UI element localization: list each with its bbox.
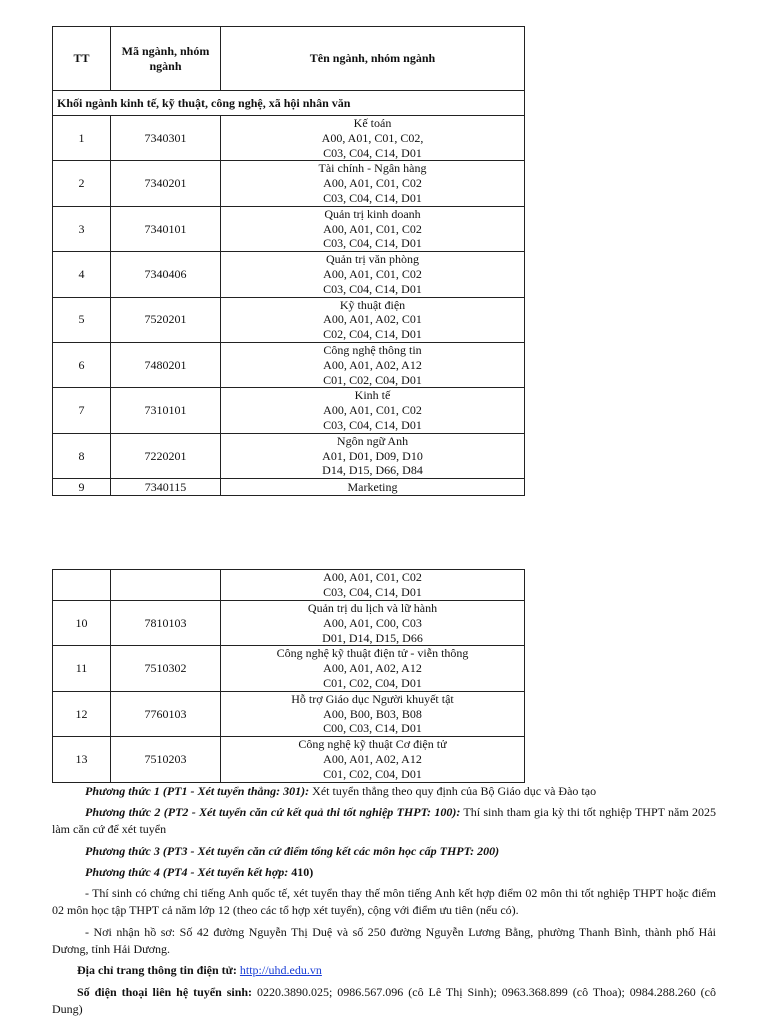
row9-combos-cell	[221, 570, 525, 601]
major-code: 7340201	[111, 161, 221, 206]
combo-line: A00, A01, C01, C02	[323, 266, 422, 281]
major-name-cell	[221, 161, 525, 206]
table-row	[53, 252, 525, 297]
website-label: Địa chỉ trang thông tin điện tử:	[77, 963, 237, 977]
method-1-label: Phương thức 1 (PT1 - Xét tuyển thẳng: 301):	[85, 784, 310, 798]
major-code: 7510302	[111, 646, 221, 691]
major-code: 7520201	[111, 297, 221, 342]
majors-table-part2	[52, 569, 525, 783]
method-4-description: - Thí sinh có chứng chỉ tiếng Anh quốc tế, xét tuyển thay thế môn tiếng Anh kết hợp điểm 02 môn thi tốt nghiệp THPT hoặc điểm 02 môn học tập THPT cả năm lớp 12 (theo các tổ hợp xét tuyển), cộng với điểm ưu tiên (nếu có).	[52, 886, 716, 917]
row-number: 12	[53, 691, 111, 736]
combo-line: A00, A01, A02, A12	[323, 357, 422, 372]
combo-line: A00, A01, C01, C02	[323, 403, 422, 418]
combo-line: A00, A01, C01, C02	[323, 176, 422, 191]
major-name: Marketing	[221, 479, 525, 496]
major-name-cell	[221, 206, 525, 251]
table-row	[53, 297, 525, 342]
row-number: 1	[53, 116, 111, 161]
major-name: Quản trị du lịch và lữ hành	[307, 601, 438, 615]
major-name: Công nghệ thông tin	[323, 342, 422, 357]
table-row	[53, 116, 525, 161]
table-row	[53, 601, 525, 646]
major-code: 7220201	[111, 433, 221, 478]
major-name: Công nghệ kỹ thuật Cơ điện tử	[298, 737, 447, 752]
combo-line: C01, C02, C04, D01	[323, 766, 422, 781]
major-name-cell	[221, 433, 525, 478]
combo-line: C03, C04, C14, D01	[323, 281, 422, 296]
major-name: Hỗ trợ Giáo dục Người khuyết tật	[291, 691, 454, 706]
table-row	[53, 206, 525, 251]
combo-line: A00, A01, C01, C02	[323, 221, 422, 236]
row-number: 8	[53, 433, 111, 478]
table-row	[53, 342, 525, 387]
method-2-label: Phương thức 2 (PT2 - Xét tuyển căn cứ kết quả thi tốt nghiệp THPT: 100):	[85, 805, 461, 819]
row-number: 6	[53, 342, 111, 387]
combo-line: C01, C02, C04, D01	[323, 372, 422, 387]
major-name: Kinh tế	[354, 388, 391, 403]
major-code: 7340101	[111, 206, 221, 251]
major-name: Tài chính - Ngân hàng	[318, 161, 427, 176]
row-number: 5	[53, 297, 111, 342]
method-3	[52, 843, 716, 860]
method-1	[52, 783, 716, 800]
combo-line: C03, C04, C14, D01	[323, 236, 422, 251]
phone-line	[52, 984, 716, 1018]
major-name: Kỹ thuật điện	[339, 297, 406, 312]
method-2-text: Thí sinh tham gia kỳ thi tốt nghiệp THPT năm 2025 làm căn cứ để xét tuyển	[52, 805, 716, 836]
combo-line: C01, C02, C04, D01	[323, 675, 422, 690]
major-code: 7480201	[111, 342, 221, 387]
table-row	[53, 737, 525, 782]
combo-line: C00, C03, C14, D01	[323, 721, 422, 736]
combo-line: A00, A01, C00, C03	[323, 615, 422, 630]
row-number: 11	[53, 646, 111, 691]
method-4	[52, 864, 716, 881]
table-header-row	[53, 27, 525, 91]
header-name: Tên ngành, nhóm ngành	[221, 27, 525, 91]
major-code: 7760103	[111, 691, 221, 736]
table-row	[53, 388, 525, 433]
row-number: 2	[53, 161, 111, 206]
row-number: 9	[53, 479, 111, 496]
header-code: Mã ngành, nhóm ngành	[111, 27, 221, 91]
row-number: 3	[53, 206, 111, 251]
combo-line: A00, A01, A02, A12	[323, 661, 422, 676]
majors-table-part1	[52, 26, 525, 496]
major-code: 7310101	[111, 388, 221, 433]
table-row	[53, 691, 525, 736]
phone-label: Số điện thoại liên hệ tuyển sinh:	[77, 985, 253, 999]
combo-line: A01, D01, D09, D10	[322, 448, 423, 463]
method-1-text: Xét tuyển thẳng theo quy định của Bộ Giáo dục và Đào tạo	[312, 784, 597, 798]
combo-line: A00, A01, A02, A12	[323, 751, 422, 766]
major-name-cell	[221, 116, 525, 161]
combo-line: C03, C04, C14, D01	[323, 190, 422, 205]
table-row	[53, 646, 525, 691]
method-3-label: Phương thức 3 (PT3 - Xét tuyển căn cứ điểm tổng kết các môn học cấp THPT: 200)	[85, 844, 500, 858]
combo-line: C03, C04, C14, D01	[323, 417, 422, 432]
table-row	[53, 161, 525, 206]
major-name: Công nghệ kỹ thuật điện tử - viễn thông	[276, 646, 469, 661]
method-4-label: Phương thức 4 (PT4 - Xét tuyển kết hợp:	[85, 865, 289, 879]
major-name: Quản trị kinh doanh	[324, 206, 421, 221]
website-link[interactable]: http://uhd.edu.vn	[239, 963, 322, 977]
row-number: 4	[53, 252, 111, 297]
group-row	[53, 91, 525, 116]
application-address: - Nơi nhận hồ sơ: Số 42 đường Nguyễn Thị Duệ và số 250 đường Nguyễn Lương Bằng, phường Thanh Bình, thành phố Hải Dương, tỉnh Hải Dương.	[52, 925, 716, 956]
combo-line: D01, D14, D15, D66	[322, 630, 423, 645]
major-code: 7810103	[111, 601, 221, 646]
combo-line: D14, D15, D66, D84	[322, 463, 423, 478]
table-row	[53, 433, 525, 478]
combo-line: A00, B00, B03, B08	[323, 706, 422, 721]
row-number: 13	[53, 737, 111, 782]
row-number: 10	[53, 601, 111, 646]
major-code: 7340406	[111, 252, 221, 297]
method-2	[52, 804, 716, 838]
major-name-cell	[221, 646, 525, 691]
group-title: Khối ngành kinh tế, kỹ thuật, công nghệ, xã hội nhân văn	[53, 91, 525, 116]
table-row-continued	[53, 570, 525, 601]
major-name-cell	[221, 297, 525, 342]
phone-numbers: 0220.3890.025; 0986.567.096 (cô Lê Thị Sinh); 0963.368.899 (cô Thoa); 0984.288.260 (cô Dung)	[52, 985, 717, 1016]
major-name-cell	[221, 601, 525, 646]
combo-line: C02, C04, C14, D01	[323, 327, 422, 342]
major-name-cell	[221, 252, 525, 297]
major-name-cell	[221, 388, 525, 433]
major-name-cell	[221, 691, 525, 736]
major-name: Quản trị văn phòng	[326, 252, 419, 267]
major-code: 7340301	[111, 116, 221, 161]
row-number: 7	[53, 388, 111, 433]
major-name: Ngôn ngữ Anh	[336, 433, 409, 448]
combo-line: A00, A01, C01, C02,	[321, 130, 424, 145]
combo-line: A00, A01, C01, C02	[323, 570, 422, 585]
combo-line: C03, C04, C14, D01	[323, 145, 422, 160]
major-code: 7510203	[111, 737, 221, 782]
major-name-cell	[221, 342, 525, 387]
table-row	[53, 479, 525, 496]
combo-line: C03, C04, C14, D01	[323, 585, 422, 599]
major-name: Kế toán	[353, 116, 392, 130]
combo-line: A00, A01, A02, C01	[323, 312, 422, 327]
method-4-suffix: 410)	[291, 865, 314, 879]
website-line	[52, 962, 716, 979]
major-name-cell	[221, 737, 525, 782]
header-tt: TT	[53, 27, 111, 91]
major-code: 7340115	[111, 479, 221, 496]
